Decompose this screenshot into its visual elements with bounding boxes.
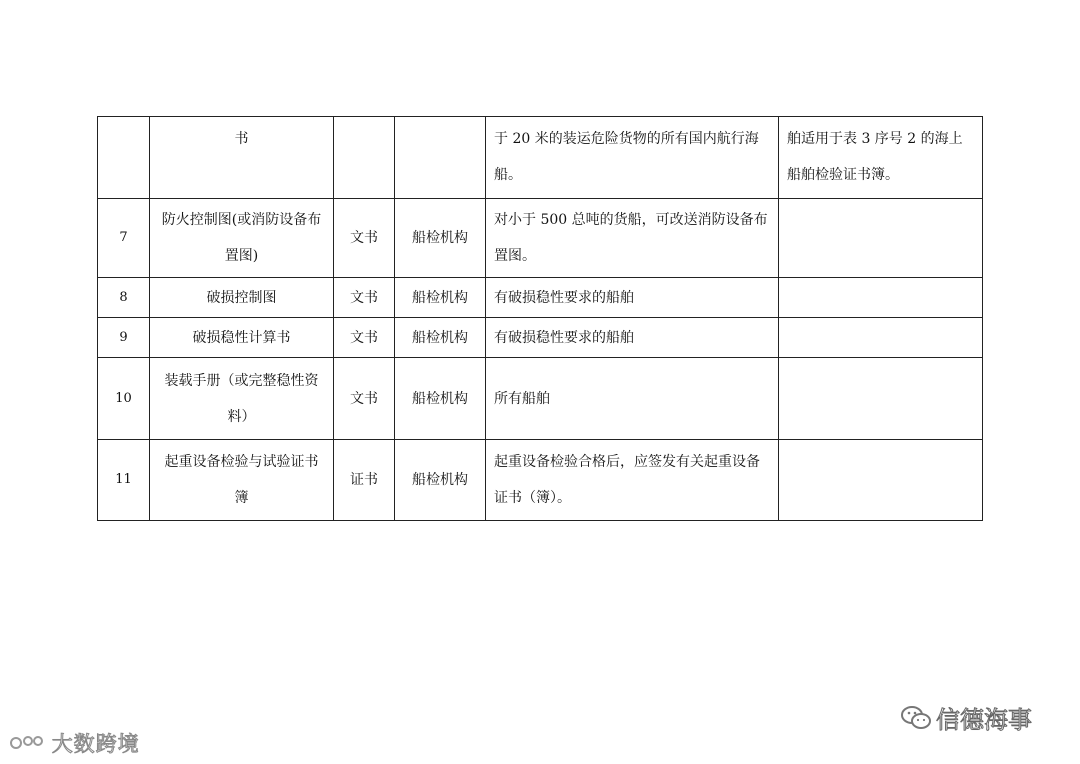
wechat-icon — [900, 702, 932, 734]
remarks: 舶适用于表 3 序号 2 的海上船舶检验证书簿。 — [779, 117, 983, 199]
table-row — [98, 278, 983, 318]
document-name: 起重设备检验与试验证书簿 — [150, 440, 334, 521]
table-row — [98, 318, 983, 358]
remarks — [779, 440, 983, 521]
document-name: 破损稳性计算书 — [150, 318, 334, 358]
issuing-authority: 船检机构 — [395, 318, 486, 358]
brand-logo-icon — [10, 732, 44, 759]
issuing-authority — [395, 117, 486, 199]
document-type: 文书 — [334, 358, 395, 440]
applicable-scope: 所有船舶 — [486, 358, 779, 440]
document-name: 装载手册（或完整稳性资料） — [150, 358, 334, 440]
document-type — [334, 117, 395, 199]
watermark-left-text: 大数跨境 — [51, 732, 140, 756]
document-type: 文书 — [334, 199, 395, 278]
table-row — [98, 358, 983, 440]
document-table — [97, 116, 983, 521]
row-number: 10 — [98, 358, 150, 440]
row-number: 8 — [98, 278, 150, 318]
row-number: 7 — [98, 199, 150, 278]
watermark-right-text: 信德海事 — [936, 706, 1032, 734]
document-name: 破损控制图 — [150, 278, 334, 318]
applicable-scope: 起重设备检验合格后，应签发有关起重设备证书（簿）。 — [486, 440, 779, 521]
table-row — [98, 440, 983, 521]
document-type: 文书 — [334, 318, 395, 358]
document-type: 证书 — [334, 440, 395, 521]
issuing-authority: 船检机构 — [395, 440, 486, 521]
remarks — [779, 199, 983, 278]
row-number — [98, 117, 150, 199]
applicable-scope: 有破损稳性要求的船舶 — [486, 278, 779, 318]
applicable-scope: 对小于 500 总吨的货船，可改送消防设备布置图。 — [486, 199, 779, 278]
applicable-scope: 有破损稳性要求的船舶 — [486, 318, 779, 358]
issuing-authority: 船检机构 — [395, 278, 486, 318]
row-number: 9 — [98, 318, 150, 358]
remarks — [779, 358, 983, 440]
document-type: 文书 — [334, 278, 395, 318]
document-name: 书 — [150, 117, 334, 199]
issuing-authority: 船检机构 — [395, 358, 486, 440]
remarks — [779, 278, 983, 318]
table-row — [98, 199, 983, 278]
watermark-left — [10, 728, 140, 759]
row-number: 11 — [98, 440, 150, 521]
issuing-authority: 船检机构 — [395, 199, 486, 278]
table-row — [98, 117, 983, 199]
remarks — [779, 318, 983, 358]
document-name: 防火控制图(或消防设备布置图) — [150, 199, 334, 278]
applicable-scope: 于 20 米的装运危险货物的所有国内航行海船。 — [486, 117, 779, 199]
watermark-right — [900, 700, 1032, 735]
